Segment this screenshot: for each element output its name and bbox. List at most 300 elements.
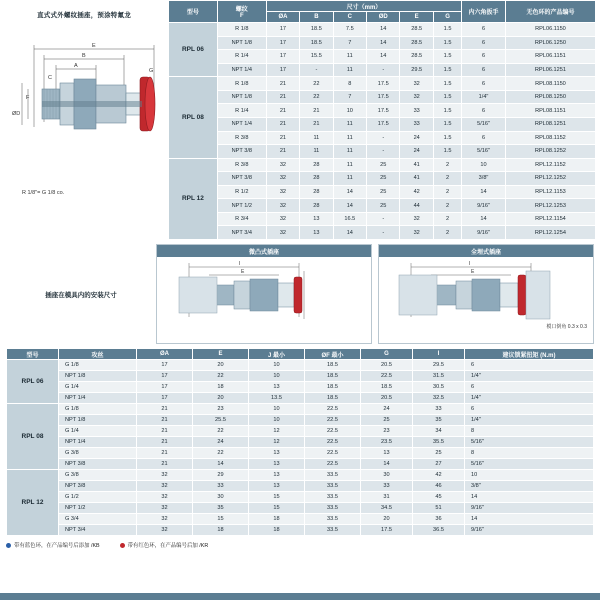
- th-hex: 内六角扳手: [462, 1, 506, 23]
- table-row: [169, 50, 596, 64]
- cell-f: 22.5: [305, 459, 361, 470]
- cell-a: 21: [266, 104, 299, 118]
- svg-text:ØD: ØD: [12, 111, 21, 117]
- cell-e: 32: [400, 212, 433, 226]
- cell-a: 32: [266, 212, 299, 226]
- cell-hex: 10: [462, 158, 506, 172]
- cell-f: 33.5: [305, 503, 361, 514]
- cell-i: 36: [413, 514, 465, 525]
- th-thread-sub: F: [239, 13, 244, 19]
- table-row: [7, 448, 594, 459]
- cell-d: 17.5: [367, 117, 400, 131]
- cell-c: 14: [333, 199, 366, 213]
- bottom-bar: [0, 593, 600, 600]
- th-b: B: [300, 12, 333, 23]
- table-row: [169, 158, 596, 172]
- table-row: [169, 23, 596, 37]
- part-number-cell: RPL12.1254: [505, 226, 595, 240]
- cell-a: 21: [137, 437, 193, 448]
- cell-b: 21: [300, 117, 333, 131]
- cell-j: 18: [249, 525, 305, 536]
- cell-d: 17.5: [367, 77, 400, 91]
- table-row: [169, 212, 596, 226]
- cell-hex: 3/8": [462, 172, 506, 186]
- cell-i: 32.5: [413, 393, 465, 404]
- cell-c: 11: [333, 172, 366, 186]
- cell-b: 18.5: [300, 23, 333, 37]
- cell-torque: 6: [465, 360, 594, 371]
- cell-a: 21: [266, 77, 299, 91]
- cell-b: 13: [300, 226, 333, 240]
- svg-text:I: I: [239, 261, 241, 267]
- cell-thread: R 1/2: [217, 185, 266, 199]
- cell-c: 8: [333, 77, 366, 91]
- cell-d: 25: [367, 172, 400, 186]
- cell-hex: 14: [462, 212, 506, 226]
- cell-j: 10: [249, 404, 305, 415]
- footnote-red: [120, 541, 209, 549]
- th-e: E: [400, 12, 433, 23]
- cell-g: 2: [433, 199, 461, 213]
- cell-i: 35: [413, 415, 465, 426]
- cell-a: 21: [266, 131, 299, 145]
- cell-e: 30: [193, 492, 249, 503]
- installation-table: [6, 348, 594, 536]
- th-partno: 无色环的产品编号: [505, 1, 595, 23]
- cell-g: 23: [361, 426, 413, 437]
- svg-text:G: G: [149, 68, 154, 74]
- cell-hex: 5/16": [462, 117, 506, 131]
- table-row: [7, 404, 594, 415]
- cell-d: -: [367, 226, 400, 240]
- cell-g: 17.5: [361, 525, 413, 536]
- cell-e: 23: [193, 404, 249, 415]
- cell-i: 30.5: [413, 382, 465, 393]
- cell-e: 22: [193, 426, 249, 437]
- cell-tap: G 1/2: [59, 492, 137, 503]
- cell-d: 25: [367, 199, 400, 213]
- svg-text:E: E: [241, 269, 245, 275]
- cell-hex: 1/4": [462, 90, 506, 104]
- cell-a: 17: [137, 382, 193, 393]
- cell-hex: 6: [462, 131, 506, 145]
- cell-e: 32: [400, 77, 433, 91]
- cell-thread: NPT 3/8: [217, 145, 266, 159]
- cell-f: 22.5: [305, 415, 361, 426]
- cell-a: 32: [137, 503, 193, 514]
- th-g: G: [433, 12, 461, 23]
- part-number-cell: RPL06.1251: [505, 63, 595, 77]
- cell-g: 20.5: [361, 360, 413, 371]
- cell-g: 1.5: [433, 90, 461, 104]
- th2-j: J 最小: [249, 349, 305, 360]
- cell-tap: NPT 1/4: [59, 393, 137, 404]
- cell-torque: 5/16": [465, 459, 594, 470]
- cell-torque: 5/16": [465, 437, 594, 448]
- cell-e: 33: [193, 481, 249, 492]
- cell-i: 33: [413, 404, 465, 415]
- cell-j: 15: [249, 492, 305, 503]
- flush-socket-box: [378, 244, 594, 344]
- cell-tap: G 3/8: [59, 448, 137, 459]
- cell-c: 11: [333, 117, 366, 131]
- svg-text:E: E: [471, 269, 475, 275]
- cell-g: 33: [361, 481, 413, 492]
- cell-thread: R 1/8: [217, 77, 266, 91]
- cell-g: 22.5: [361, 371, 413, 382]
- th2-model: 型号: [7, 349, 59, 360]
- cell-e: 29.5: [400, 63, 433, 77]
- installation-section: [0, 240, 600, 348]
- installation-label: 插座在模具内的安装尺寸: [45, 291, 117, 299]
- cell-torque: 9/16": [465, 503, 594, 514]
- cell-g: 2: [433, 158, 461, 172]
- cell-thread: R 3/8: [217, 131, 266, 145]
- cell-e: 28.5: [400, 50, 433, 64]
- th2-e: E: [193, 349, 249, 360]
- cell-i: 27: [413, 459, 465, 470]
- cell-g: 20: [361, 514, 413, 525]
- cell-e: 32: [400, 90, 433, 104]
- technical-drawing: [4, 27, 164, 207]
- cell-d: 14: [367, 23, 400, 37]
- cell-j: 12: [249, 426, 305, 437]
- part-number-cell: RPL06.1151: [505, 50, 595, 64]
- part-number-cell: RPL12.1252: [505, 172, 595, 186]
- table-row: [169, 226, 596, 240]
- table-row: [7, 470, 594, 481]
- cell-e: 15: [193, 514, 249, 525]
- table-row: [7, 514, 594, 525]
- cell-hex: 6: [462, 104, 506, 118]
- part-number-cell: RPL08.1150: [505, 77, 595, 91]
- cell-g: 1.5: [433, 104, 461, 118]
- cell-torque: 8: [465, 426, 594, 437]
- cell-b: 11: [300, 131, 333, 145]
- cell-e: 25.5: [193, 415, 249, 426]
- cell-e: 20: [193, 360, 249, 371]
- cell-i: 46: [413, 481, 465, 492]
- cell-a: 21: [266, 117, 299, 131]
- cell-c: 11: [333, 50, 366, 64]
- cell-c: 14: [333, 185, 366, 199]
- table-row: [7, 459, 594, 470]
- installation-table-body: [7, 360, 594, 536]
- cell-a: 32: [266, 199, 299, 213]
- cell-thread: NPT 1/8: [217, 90, 266, 104]
- svg-text:F: F: [26, 95, 30, 101]
- part-number-cell: RPL12.1253: [505, 199, 595, 213]
- cell-c: 10: [333, 104, 366, 118]
- cell-tap: G 1/8: [59, 360, 137, 371]
- cell-e: 22: [193, 448, 249, 459]
- cell-g: 1.5: [433, 131, 461, 145]
- part-number-cell: RPL12.1153: [505, 185, 595, 199]
- cell-a: 21: [137, 426, 193, 437]
- cell-thread: NPT 3/4: [217, 226, 266, 240]
- cell-g: 25: [361, 415, 413, 426]
- cell-a: 21: [137, 404, 193, 415]
- cell-d: -: [367, 212, 400, 226]
- table-row: [169, 104, 596, 118]
- cell-a: 21: [266, 90, 299, 104]
- cell-g: 18.5: [361, 382, 413, 393]
- cell-j: 18: [249, 514, 305, 525]
- cell-c: 11: [333, 131, 366, 145]
- cell-j: 13: [249, 382, 305, 393]
- drawing-title: 直式式外螺纹插座，预涂特氟龙: [37, 12, 131, 19]
- cell-a: 21: [266, 145, 299, 159]
- cell-thread: R 1/4: [217, 50, 266, 64]
- cell-e: 32: [400, 226, 433, 240]
- table-row: [7, 415, 594, 426]
- cell-tap: G 1/8: [59, 404, 137, 415]
- cell-tap: NPT 1/8: [59, 415, 137, 426]
- cell-hex: 6: [462, 63, 506, 77]
- cell-tap: NPT 1/4: [59, 437, 137, 448]
- cell-d: 14: [367, 36, 400, 50]
- cell-c: 11: [333, 145, 366, 159]
- cell-j: 10: [249, 371, 305, 382]
- cell-thread: R 3/8: [217, 158, 266, 172]
- th2-g: G: [361, 349, 413, 360]
- th2-a: ØA: [137, 349, 193, 360]
- table-row: [7, 393, 594, 404]
- cell-b: 28: [300, 172, 333, 186]
- cell-torque: 8: [465, 448, 594, 459]
- model-cell: RPL 12: [7, 470, 59, 536]
- cell-torque: 1/4": [465, 415, 594, 426]
- table-row: [7, 382, 594, 393]
- cell-a: 21: [137, 415, 193, 426]
- cell-a: 17: [137, 393, 193, 404]
- cell-b: 11: [300, 145, 333, 159]
- cell-thread: NPT 3/8: [217, 172, 266, 186]
- cell-a: 32: [137, 514, 193, 525]
- table-row: [7, 503, 594, 514]
- drawing-panel: [0, 0, 168, 240]
- table-row: [7, 525, 594, 536]
- cell-a: 32: [266, 172, 299, 186]
- table-row: [7, 426, 594, 437]
- cell-f: 33.5: [305, 470, 361, 481]
- cell-hex: 6: [462, 50, 506, 64]
- table-row: [169, 172, 596, 186]
- cell-tap: NPT 3/8: [59, 459, 137, 470]
- cell-g: 14: [361, 459, 413, 470]
- table-row: [7, 481, 594, 492]
- cell-e: 41: [400, 158, 433, 172]
- cell-g: 23.5: [361, 437, 413, 448]
- protruding-socket-title: 微凸式插座: [157, 245, 371, 257]
- table-row: [169, 199, 596, 213]
- cell-hex: 9/16": [462, 226, 506, 240]
- cell-b: 15.5: [300, 50, 333, 64]
- cell-b: 28: [300, 158, 333, 172]
- cell-e: 24: [400, 145, 433, 159]
- cell-torque: 10: [465, 470, 594, 481]
- cell-c: 7: [333, 36, 366, 50]
- model-cell: RPL 12: [169, 158, 218, 239]
- cell-a: 17: [137, 371, 193, 382]
- cell-f: 18.5: [305, 382, 361, 393]
- cell-j: 13: [249, 448, 305, 459]
- cell-thread: NPT 1/8: [217, 36, 266, 50]
- cell-j: 13.5: [249, 393, 305, 404]
- cell-g: 1.5: [433, 145, 461, 159]
- footnote-blue-text: 带有蓝色环，在产品编号后添加 /KB: [14, 543, 100, 549]
- cell-j: 15: [249, 503, 305, 514]
- cell-hex: 6: [462, 77, 506, 91]
- cell-f: 33.5: [305, 525, 361, 536]
- cell-b: 22: [300, 90, 333, 104]
- footnote-red-text: 带有红色环，在产品编号后加 /KR: [127, 543, 209, 549]
- cell-f: 33.5: [305, 481, 361, 492]
- cell-d: 17.5: [367, 90, 400, 104]
- cell-tap: G 1/4: [59, 382, 137, 393]
- svg-text:B: B: [82, 53, 86, 59]
- cell-torque: 6: [465, 382, 594, 393]
- cell-tap: NPT 1/2: [59, 503, 137, 514]
- cell-c: 11: [333, 158, 366, 172]
- cell-a: 32: [266, 226, 299, 240]
- table-row: [169, 117, 596, 131]
- cell-d: 14: [367, 50, 400, 64]
- cell-a: 17: [266, 36, 299, 50]
- cell-hex: 9/16": [462, 199, 506, 213]
- cell-e: 33: [400, 104, 433, 118]
- protruding-socket-box: [156, 244, 372, 344]
- part-number-cell: RPL08.1152: [505, 131, 595, 145]
- cell-hex: 14: [462, 185, 506, 199]
- cell-i: 45: [413, 492, 465, 503]
- cell-i: 42: [413, 470, 465, 481]
- cell-f: 22.5: [305, 404, 361, 415]
- cell-g: 13: [361, 448, 413, 459]
- cell-c: 14: [333, 226, 366, 240]
- cell-a: 17: [266, 63, 299, 77]
- th-thread-main: 螺纹: [235, 7, 248, 13]
- blue-ring-icon: [6, 543, 11, 548]
- cell-j: 13: [249, 470, 305, 481]
- model-cell: RPL 08: [7, 404, 59, 470]
- socket-drawing-svg: [4, 27, 164, 207]
- cell-g: 31: [361, 492, 413, 503]
- cell-i: 29.5: [413, 360, 465, 371]
- cell-d: 25: [367, 158, 400, 172]
- cell-j: 12: [249, 437, 305, 448]
- cell-thread: NPT 1/4: [217, 63, 266, 77]
- cell-a: 32: [266, 158, 299, 172]
- cell-b: 13: [300, 212, 333, 226]
- cell-a: 17: [266, 23, 299, 37]
- cell-a: 32: [137, 481, 193, 492]
- cell-e: 24: [193, 437, 249, 448]
- cell-g: 2: [433, 172, 461, 186]
- cell-f: 18.5: [305, 360, 361, 371]
- cell-tap: NPT 3/4: [59, 525, 137, 536]
- part-number-cell: RPL08.1151: [505, 104, 595, 118]
- cell-a: 32: [266, 185, 299, 199]
- table-row: [169, 36, 596, 50]
- footnote-blue: [6, 541, 100, 549]
- cell-torque: 1/4": [465, 393, 594, 404]
- cell-i: 34: [413, 426, 465, 437]
- cell-j: 13: [249, 481, 305, 492]
- cell-tap: G 3/4: [59, 514, 137, 525]
- cell-a: 21: [137, 448, 193, 459]
- cell-e: 29: [193, 470, 249, 481]
- flush-socket-title: 全埋式插座: [379, 245, 593, 257]
- th-d: ØD: [367, 12, 400, 23]
- table-row: [169, 63, 596, 77]
- th-c: C: [333, 12, 366, 23]
- cell-e: 42: [400, 185, 433, 199]
- cell-a: 32: [137, 470, 193, 481]
- table-row: [169, 131, 596, 145]
- cell-g: 1.5: [433, 50, 461, 64]
- cell-g: 30: [361, 470, 413, 481]
- dimensions-table-body: [169, 23, 596, 240]
- th-size-group: 尺寸（mm）: [266, 1, 461, 12]
- cell-b: 22: [300, 77, 333, 91]
- cell-e: 24: [400, 131, 433, 145]
- cell-e: 14: [193, 459, 249, 470]
- cell-thread: NPT 1/2: [217, 199, 266, 213]
- cell-c: 16.5: [333, 212, 366, 226]
- footnotes: [6, 541, 594, 549]
- cell-hex: 6: [462, 36, 506, 50]
- cell-d: -: [367, 63, 400, 77]
- cell-a: 32: [137, 492, 193, 503]
- th2-i: I: [413, 349, 465, 360]
- cell-a: 17: [266, 50, 299, 64]
- table-row: [169, 90, 596, 104]
- cell-f: 22.5: [305, 437, 361, 448]
- cell-e: 41: [400, 172, 433, 186]
- cell-g: 2: [433, 185, 461, 199]
- cell-i: 51: [413, 503, 465, 514]
- cell-thread: R 3/4: [217, 212, 266, 226]
- cell-i: 36.5: [413, 525, 465, 536]
- cell-a: 17: [137, 360, 193, 371]
- cell-b: 28: [300, 199, 333, 213]
- chamfer-note: 模口倒角 0.3 x 0.3: [546, 324, 587, 330]
- cell-e: 28.5: [400, 36, 433, 50]
- svg-text:C: C: [48, 75, 52, 81]
- cell-torque: 1/4": [465, 371, 594, 382]
- cell-b: -: [300, 63, 333, 77]
- cell-torque: 3/8": [465, 481, 594, 492]
- cell-f: 18.5: [305, 393, 361, 404]
- cell-a: 21: [137, 459, 193, 470]
- cell-e: 22: [193, 371, 249, 382]
- cell-thread: NPT 1/4: [217, 117, 266, 131]
- cell-tap: NPT 3/8: [59, 481, 137, 492]
- installation-label-box: [6, 244, 156, 344]
- cell-i: 25: [413, 448, 465, 459]
- cell-torque: 9/16": [465, 525, 594, 536]
- red-ring-icon: [120, 543, 125, 548]
- svg-text:I: I: [469, 261, 471, 267]
- model-cell: RPL 06: [169, 23, 218, 77]
- protruding-socket-drawing: [157, 257, 371, 333]
- cell-torque: 14: [465, 514, 594, 525]
- cell-torque: 14: [465, 492, 594, 503]
- cell-torque: 6: [465, 404, 594, 415]
- cell-tap: NPT 1/8: [59, 371, 137, 382]
- table-row: [169, 77, 596, 91]
